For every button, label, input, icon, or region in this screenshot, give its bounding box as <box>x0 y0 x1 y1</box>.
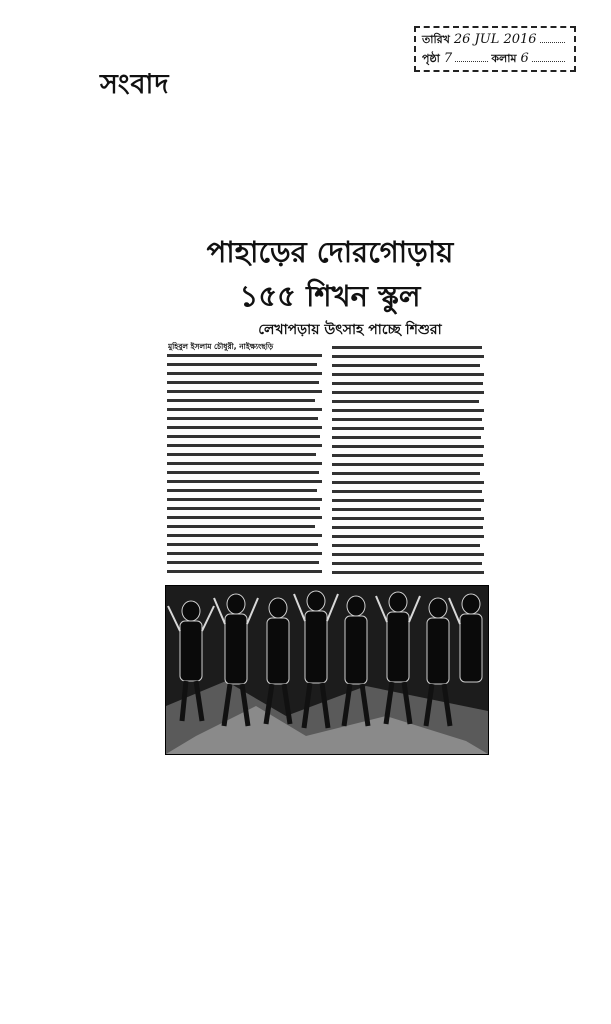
stamp-page-label: পৃষ্ঠা <box>422 52 440 65</box>
body-text-texture <box>167 352 322 582</box>
article-headline <box>170 230 490 318</box>
receipt-stamp <box>414 26 576 72</box>
headline-line-2: ১৫৫ শিখন স্কুল <box>239 279 421 313</box>
body-text-texture <box>332 344 484 584</box>
stamp-date-value: 26 JUL 2016 <box>453 32 537 47</box>
stamp-date-label: তারিখ <box>422 33 450 46</box>
headline-line-1: পাহাড়ের দোরগোড়ায় <box>206 235 454 269</box>
stamp-dotted-line <box>532 51 565 62</box>
newspaper-name: সংবাদ <box>100 69 170 100</box>
article-body-column-right <box>332 344 484 584</box>
stamp-dotted-line <box>540 32 565 43</box>
stamp-column-label: কলাম <box>491 52 517 65</box>
article-subheadline: লেখাপড়ায় উৎসাহ পাচ্ছে শিশুরা <box>258 322 442 338</box>
stamp-column-value: 6 <box>520 51 529 66</box>
article-photo <box>165 585 489 755</box>
stamp-date-row <box>422 30 568 49</box>
students-drill-photo <box>166 586 488 754</box>
stamp-page-row <box>422 49 568 68</box>
stamp-dotted-line <box>455 51 488 62</box>
stamp-page-value: 7 <box>443 51 453 66</box>
article-byline: মুহিবুল ইসলাম চৌধুরী, নাইক্ষ্যংছড়ি <box>168 342 274 351</box>
article-body-column-left <box>167 352 322 582</box>
